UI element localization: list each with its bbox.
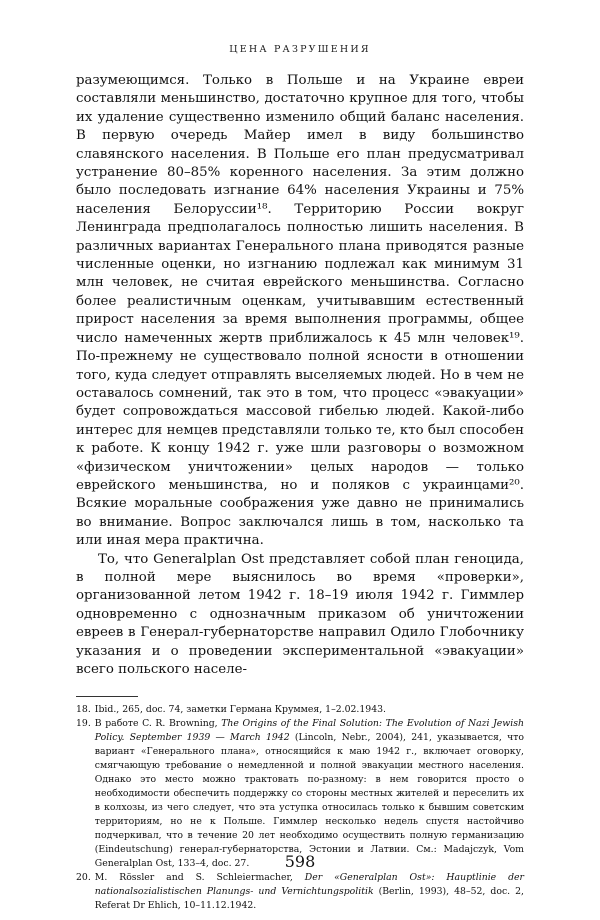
footnote-number: 19.	[76, 718, 91, 730]
footnote-separator	[76, 696, 138, 697]
cited-work-title: The Origins of the Final Solution: The Evolution of Nazi Jewish Policy. September 1939 — March 1942	[94, 718, 524, 744]
footnote-number: 18.	[76, 704, 91, 716]
book-page	[76, 44, 524, 913]
paragraph: То, что Generalplan Ost представляет собой план геноцида, в полной мере выяснилось во время «проверки», организованной летом 1942 г. 18–19 июля 1942 г. Гиммлер одновременно с однозначным приказом об уничтожении евреев в Генерал-губернаторстве направил Одило Глобочнику указания и о проведении экспериментальной «эвакуации» всего польского населе-	[76, 551, 524, 677]
cited-work-title: Der «Generalplan Ost»: Hauptlinie der nationalsozialistischen Planungs- und Vernichtungspolitik	[94, 872, 524, 898]
footnote-text: Ibid., 265, doc. 74, заметки Германа Круммея, 1–2.02.1943.	[94, 704, 386, 716]
footnote-text	[95, 871, 524, 913]
footnote-text-post: (Lincoln, Nebr., 2004), 241, указывается, что вариант «Генерального плана», относящийся к маю 1942 г., включает оговорку, смягчающую требование о немедленной и полной эвакуации местного населения. Однако это место можно трактовать по-разному: в нем говорится просто о необходимости обеспечить поддержку со стороны местных жителей и переселить их в колхозы, из чего следует, что эта уступка относилась только к бывшим советским территориям, но не к Польше. Гиммлер несколько недель спустя настойчиво подчеркивал, что в течение 20 лет необходимо осуществить полную германизацию (Eindeutschung) генерал-губернаторства, Эстонии и Латвии. См.: Madajczyk, Vom Generalplan Ost, 133–4, doc. 27.	[94, 732, 524, 870]
body-text	[76, 72, 524, 679]
footnote-19	[76, 717, 524, 871]
footnote-text-pre: В работе C. R. Browning,	[94, 718, 222, 730]
footnote-text-post: (Berlin, 1993), 48–52, doc. 2, Referat Dr Ehlich, 10–11.12.1942.	[94, 886, 524, 912]
footnotes	[76, 703, 524, 913]
footnote-number: 20.	[76, 872, 91, 884]
footnote-18	[76, 703, 524, 717]
running-head: ЦЕНА РАЗРУШЕНИЯ	[229, 44, 371, 55]
footnote-text	[95, 717, 524, 871]
paragraph: разумеющимся. Только в Польше и на Украине евреи составляли меньшинство, достаточно крупное для того, чтобы их удаление существенно изменило общий баланс населения. В первую очередь Майер имел в виду большинство славянского населения. В Польше его план предусматривал устранение 80–85% коренного населения. За этим должно было последовать изгнание 64% населения Украины и 75% населения Белоруссии¹⁸. Территорию России вокруг Ленинграда предполагалось полностью лишить населения. В различных вариантах Генерального плана приводятся разные численные оценки, но изгнанию подлежал как минимум 31 млн человек, не считая еврейского меньшинства. Согласно более реалистичным оценкам, учитывавшим естественный прирост населения за время выполнения программы, общее число намеченных жертв приближалось к 45 млн человек¹⁹. По-прежнему не существовало полной ясности в отношении того, куда следует отправлять выселяемых людей. Но в чем не оставалось сомнений, так это в том, что процесс «эвакуации» будет сопровождаться массовой гибелью людей. Какой-либо интерес для немцев представляли только те, кто был способен к работе. К концу 1942 г. уже шли разговоры о возможном «физическом уничтожении» целых народов — только еврейского меньшинства, но и поляков с украинцами²⁰. Всякие моральные соображения уже давно не принимались во внимание. Вопрос заключался лишь в том, насколько та или иная мера практична.	[76, 73, 524, 549]
footnote-text-pre: M. Rössler and S. Schleiermacher,	[94, 872, 305, 884]
page-number: 598	[284, 852, 316, 871]
footnote-20	[76, 871, 524, 913]
